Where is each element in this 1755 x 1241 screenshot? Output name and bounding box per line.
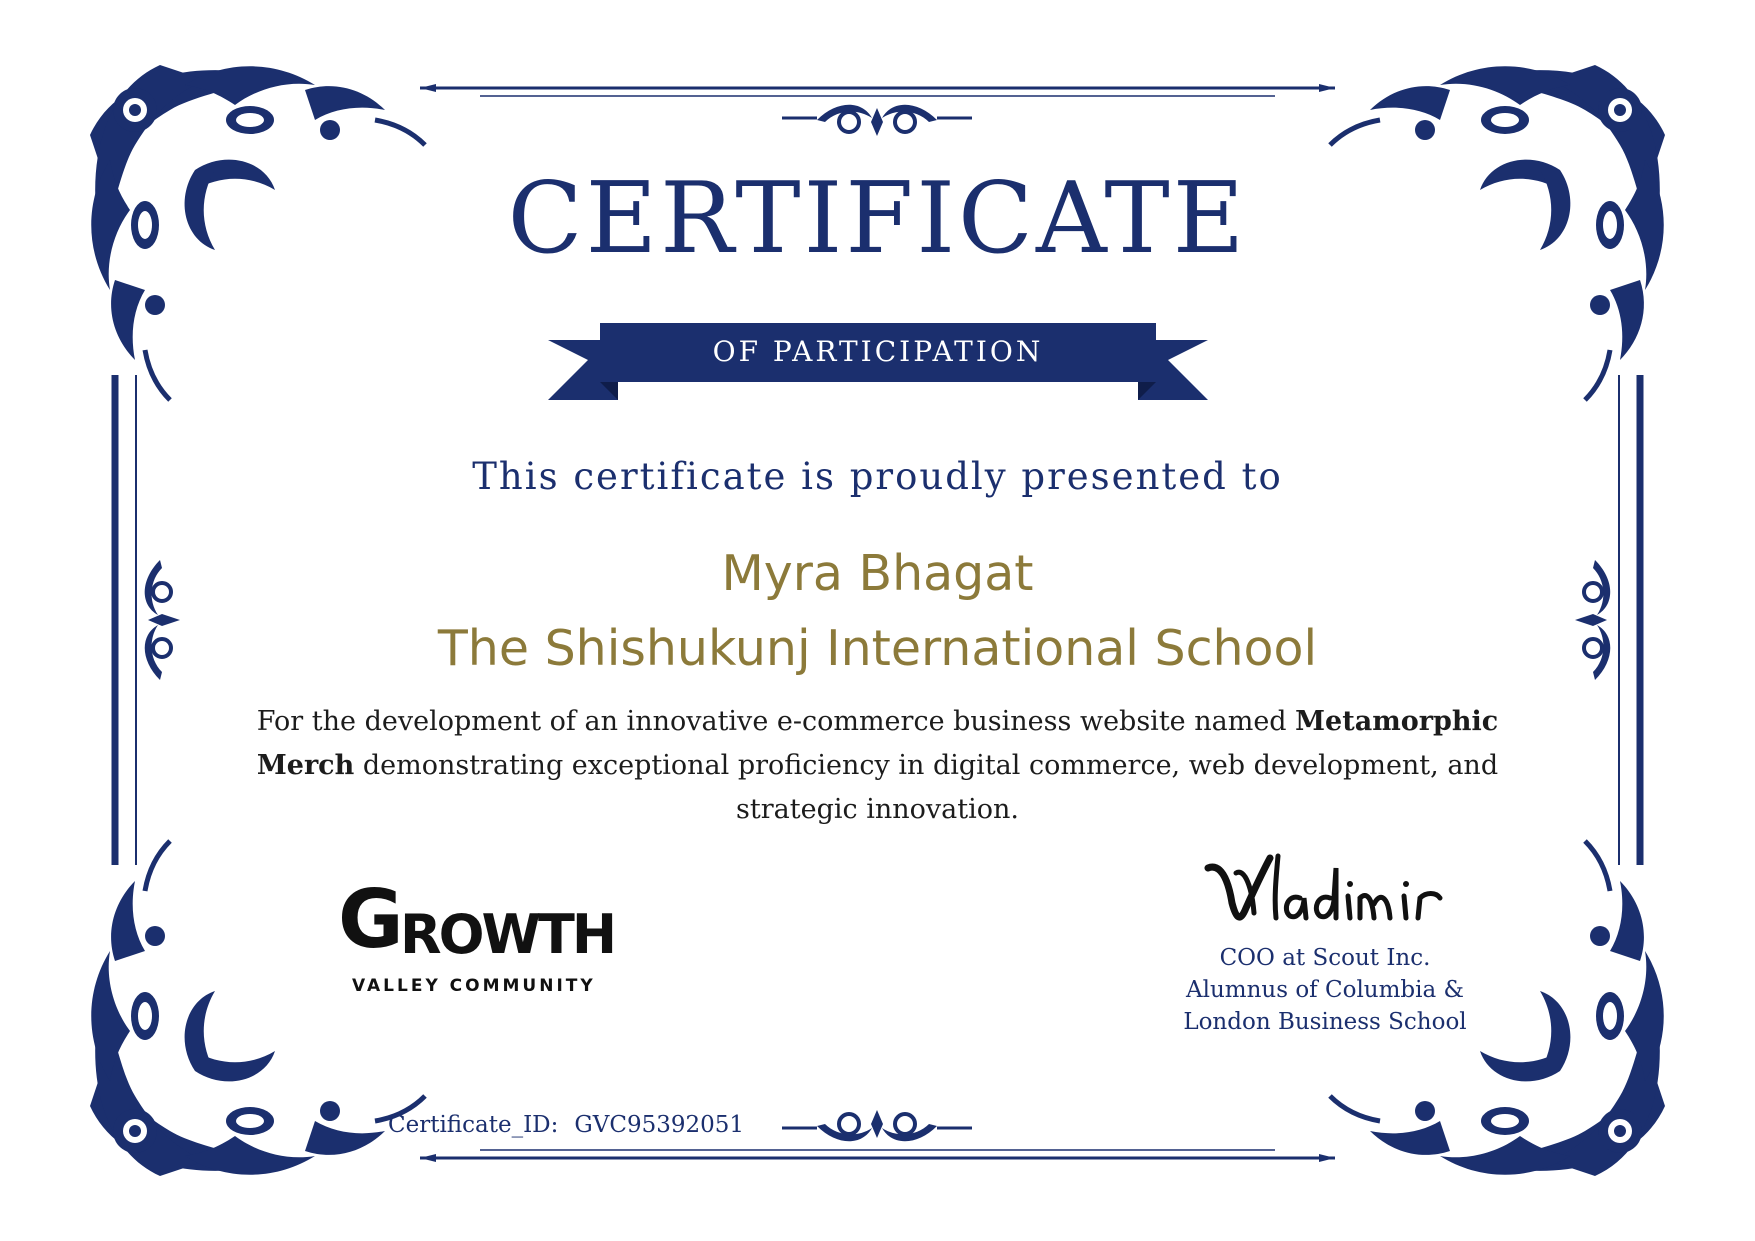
certificate-description: [230, 700, 1525, 832]
project-name: Metamorphic Merch: [256, 706, 1499, 781]
description-post: demonstrating exceptional proficiency in digital commerce, web development, and strategic innovation.: [362, 750, 1499, 825]
signatory-title: COO at Scout Inc.: [1219, 945, 1431, 971]
presented-line: This certificate is proudly presented to: [472, 455, 1283, 498]
logo-word: ROWTH: [400, 903, 615, 966]
signatory-credential-2: London Business School: [1183, 1009, 1467, 1035]
signatory-details: [1150, 942, 1500, 1038]
certificate-title: CERTIFICATE: [507, 162, 1248, 276]
logo-big-letter: G: [338, 873, 400, 966]
description-pre: For the development of an innovative e-commerce business website named: [256, 706, 1287, 737]
certificate-id-value: GVC95392051: [574, 1112, 745, 1138]
signatory-credential-1: Alumnus of Columbia &: [1186, 977, 1464, 1003]
growth-valley-logo: [338, 873, 623, 1000]
logo-subtitle: VALLEY COMMUNITY: [352, 976, 596, 996]
school-name: The Shishukunj International School: [437, 620, 1318, 677]
certificate-id-label: Certificate_ID:: [388, 1112, 559, 1138]
certificate-id: [388, 1112, 744, 1138]
certificate-subtitle: OF PARTICIPATION: [712, 335, 1044, 368]
recipient-name: Myra Bhagat: [721, 545, 1034, 602]
handwritten-signature: [1200, 848, 1460, 938]
